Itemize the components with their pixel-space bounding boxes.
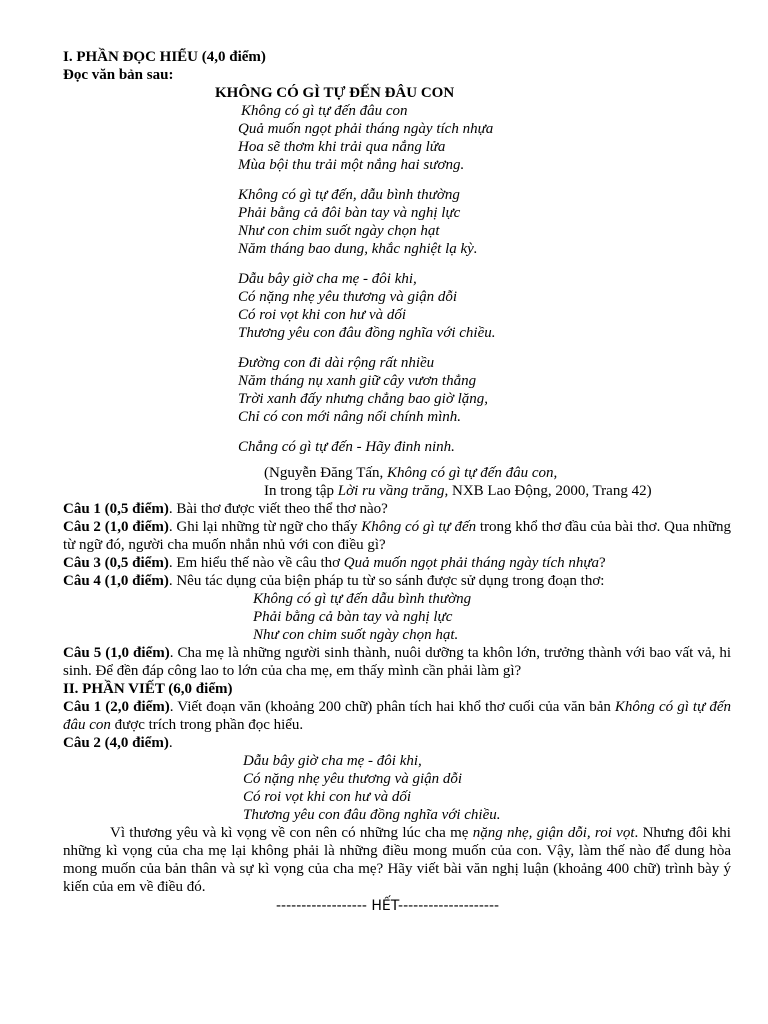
poem-title: KHÔNG CÓ GÌ TỰ ĐẾN ĐÂU CON — [215, 85, 455, 101]
poem-line: Phải bằng cả đôi bàn tay và nghị lực — [238, 205, 461, 221]
writing-question-2 — [63, 734, 731, 752]
question-text: . Ghi lại những từ ngữ cho thấy — [168, 519, 362, 535]
source-prefix: In trong tập — [264, 483, 338, 499]
question-1 — [63, 500, 731, 518]
poem-line: Quả muốn ngọt phải tháng ngày tích nhựa — [238, 121, 494, 137]
poem-stanza-4 — [63, 354, 731, 426]
writing-question-1 — [63, 698, 731, 734]
poem-stanza-3 — [63, 270, 731, 342]
question-quote: Không có gì tự đến — [361, 519, 477, 535]
poem-line: Mùa bội thu trải một nắng hai sương. — [238, 157, 465, 173]
question-4 — [63, 572, 731, 590]
question-text: . Viết đoạn văn (khoảng 200 chữ) phân tích hai khổ thơ cuối của văn bản — [169, 699, 615, 715]
poem-line: Thương yêu con đâu đồng nghĩa với chiều. — [238, 325, 496, 341]
question-text: được trích trong phần đọc hiểu. — [110, 717, 304, 733]
question-2 — [63, 518, 731, 554]
question-text: . Cha mẹ là những người sinh thành, nuôi dưỡng ta khôn lớn, trưởng thành với bao vất vả, hi sinh. Để đền đáp công lao to lớn của cha mẹ, em thấy mình cần phải làm gì? — [63, 645, 731, 679]
prompt-text: Vì thương yêu và kì vọng về con nên có những lúc cha mẹ — [110, 825, 473, 841]
question-text: . — [168, 735, 173, 751]
writing-question-2-quote — [63, 752, 731, 824]
poem-line: Dẫu bây giờ cha mẹ - đôi khi, — [238, 271, 417, 287]
exam-content — [63, 48, 731, 915]
question-text: trong khổ thơ đầu của bài thơ. Qua những từ ngữ đó, người cha muốn nhắn nhủ với con điều gì? — [63, 519, 731, 553]
poem — [63, 102, 731, 456]
question-text: ? — [599, 555, 606, 571]
quote-line: Thương yêu con đâu đồng nghĩa với chiều. — [243, 807, 501, 823]
quote-line: Không có gì tự đến dẫu bình thường — [253, 591, 472, 607]
quote-line: Có roi vọt khi con hư và dối — [243, 789, 412, 805]
question-label: Câu 3 (0,5 điểm) — [63, 555, 169, 571]
poem-line: Chẳng có gì tự đến - Hãy đinh ninh. — [238, 439, 455, 455]
quote-line: Có nặng nhẹ yêu thương và giận dỗi — [243, 771, 463, 787]
source-poem-title: Không có gì tự đến đâu con, — [387, 465, 558, 481]
question-4-quote — [63, 590, 731, 644]
question-5 — [63, 644, 731, 680]
question-3 — [63, 554, 731, 572]
question-text: . Nêu tác dụng của biện pháp tu từ so sánh được sử dụng trong đoạn thơ: — [168, 573, 605, 589]
question-text: . Em hiểu thế nào về câu thơ — [168, 555, 344, 571]
quote-line: Như con chim suốt ngày chọn hạt. — [253, 627, 459, 643]
question-label: Câu 2 (1,0 điểm) — [63, 519, 169, 535]
poem-line: Có nặng nhẹ yêu thương và giận dỗi — [238, 289, 458, 305]
prompt-text: . Nhưng đôi khi những kì vọng của cha mẹ lại không phải là những điều mong muốn của con. Vậy, làm thế nào để dung hòa mong muốn của bản thân và sự kì vọng của cha mẹ? Hãy viết bài văn nghị luận (khoảng 400 chữ) trình bày ý kiến của em về điều đó. — [63, 825, 731, 895]
quote-line: Phải bằng cả bàn tay và nghị lực — [253, 609, 453, 625]
poem-line: Chỉ có con mới nâng nổi chính mình. — [238, 409, 461, 425]
part2-heading: II. PHẦN VIẾT (6,0 điểm) — [63, 681, 233, 697]
part1-heading: I. PHẦN ĐỌC HIỂU (4,0 điểm) — [63, 49, 266, 65]
prompt-quote: nặng nhẹ, giận dỗi, roi vọt — [472, 825, 635, 841]
question-label: Câu 4 (1,0 điểm) — [63, 573, 169, 589]
question-label: Câu 1 (0,5 điểm) — [63, 501, 169, 517]
poem-line: Năm tháng nụ xanh giữ cây vươn thẳng — [238, 373, 477, 389]
poem-line: Hoa sẽ thơm khi trải qua nắng lửa — [238, 139, 446, 155]
poem-stanza-1 — [63, 102, 731, 174]
source-publisher: NXB Lao Động, 2000, Trang 42) — [448, 483, 652, 499]
poem-stanza-2 — [63, 186, 731, 258]
quote-line: Dẫu bây giờ cha mẹ - đôi khi, — [243, 753, 422, 769]
source-author: (Nguyễn Đăng Tấn, — [264, 465, 388, 481]
source-collection: Lời ru vầng trăng, — [337, 483, 449, 499]
poem-line: Như con chim suốt ngày chọn hạt — [238, 223, 440, 239]
question-quote: Quả muốn ngọt phải tháng ngày tích nhựa — [343, 555, 600, 571]
question-quote: Không có gì tự đến đâu con — [63, 699, 732, 733]
poem-line: Đường con đi dài rộng rất nhiều — [238, 355, 435, 371]
part1-intro: Đọc văn bản sau: — [63, 67, 174, 83]
poem-stanza-5 — [63, 438, 731, 456]
poem-line: Năm tháng bao dung, khắc nghiệt lạ kỳ. — [238, 241, 478, 257]
writing-question-2-prompt — [63, 824, 731, 896]
poem-source-line-1 — [63, 464, 731, 482]
end-marker: ------------------ HẾT-------------------- — [276, 898, 500, 914]
question-text: . Bài thơ được viết theo thể thơ nào? — [168, 501, 388, 517]
question-label: Câu 2 (4,0 điểm) — [63, 735, 169, 751]
poem-source-line-2 — [63, 482, 731, 500]
question-label: Câu 5 (1,0 điểm) — [63, 645, 170, 661]
question-label: Câu 1 (2,0 điểm) — [63, 699, 170, 715]
poem-line: Có roi vọt khi con hư và dối — [238, 307, 407, 323]
poem-line: Không có gì tự đến đâu con — [241, 103, 408, 119]
poem-line: Không có gì tự đến, dẫu bình thường — [238, 187, 460, 203]
poem-line: Trời xanh đấy nhưng chẳng bao giờ lặng, — [238, 391, 489, 407]
